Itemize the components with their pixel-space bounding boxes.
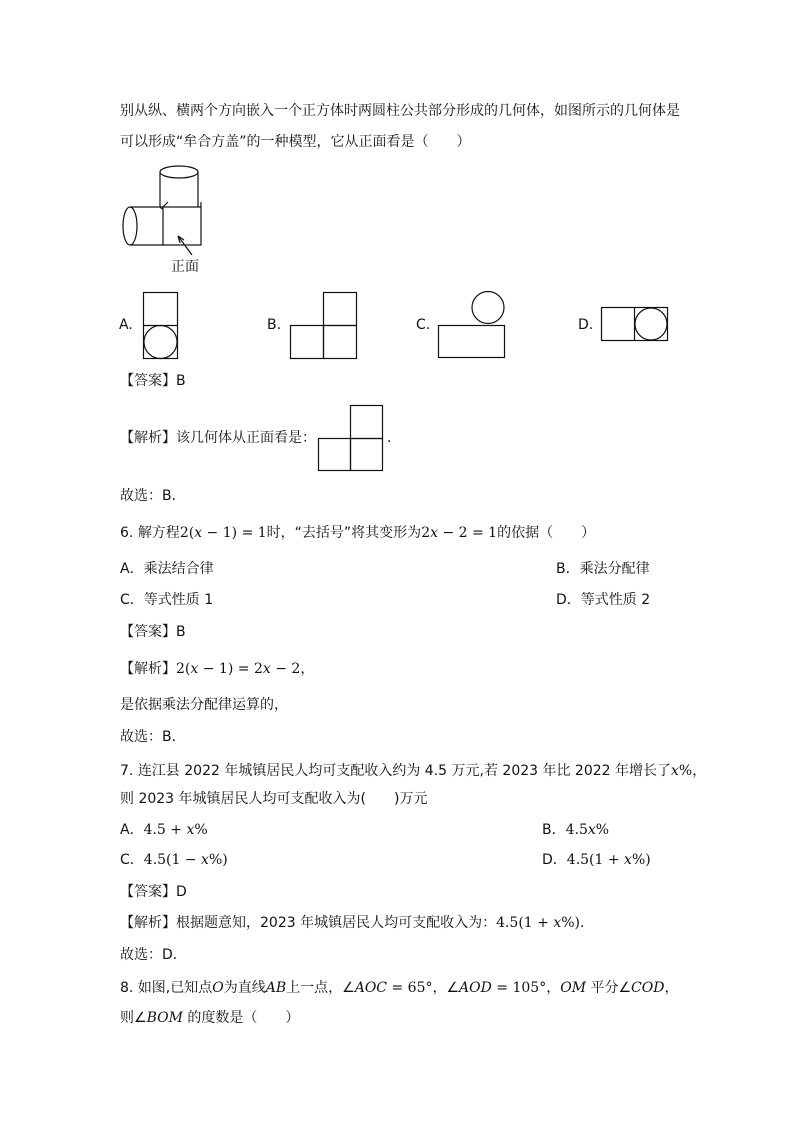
q6-analysis: 【解析】2(x − 1) = 2x − 2， [120,661,315,677]
q5-option-b-figure [290,292,358,360]
intro-line-2: 可以形成“牟合方盖”的一种模型，它从正面看是（ ） [120,134,471,150]
q7-analysis: 【解析】根据题意知，2023 年城镇居民人均可支配收入为：4.5(1 + x%)． [120,915,595,931]
q6-stem-b: 时，“去括号”将其变形为 [266,525,422,541]
q5-answer: 【答案】B [120,373,186,389]
q7-option-d: D．4.5(1 + x%) [542,852,651,868]
q8-stem-line-1: 8. 如图,已知点O为直线AB上一点，∠AOC = 65°，∠AOD = 105°，OM 平分∠COD， [120,980,679,996]
q7-stem-line-2: 则 2023 年城镇居民人均可支配收入为( )万元 [120,791,428,807]
q5-solid-figure [110,160,220,280]
q5-option-a-figure [143,292,179,360]
q6-equation-2: 2x − 2 = 1 [421,525,498,541]
q5-option-a-label: A. [119,317,133,333]
q6-answer: 【答案】B [120,624,186,640]
q5-option-d-label: D. [578,317,594,333]
q6-stem-a: 解方程 [137,525,180,541]
q5-option-c-figure [438,290,506,360]
figure-label-front: 正面 [171,259,199,275]
q7-conclusion: 故选：D． [120,947,187,963]
q5-analysis-period: . [387,430,392,446]
q7-option-c: C．4.5(1 − x%) [120,852,228,868]
q5-conclusion: 故选：B． [120,488,186,504]
q6-conclusion: 故选：B． [120,729,186,745]
q6-stem [120,523,595,543]
q6-stem-c: 的依据（ ） [497,525,596,541]
q5-analysis-text: 【解析】该几何体从正面看是： [120,430,316,446]
q7-option-a: A．4.5 + x% [120,822,208,838]
q6-equation-1: 2(x − 1) = 1 [179,525,267,541]
q6-option-c: C．等式性质 1 [120,592,214,608]
q7-stem-line-1: 7. 连江县 2022 年城镇居民人均可支配收入约为 4.5 万元,若 2023 年比 2022 年增长了x%， [120,763,707,779]
intro-line-1: 别从纵、横两个方向嵌入一个正方体时两圆柱公共部分形成的几何体，如图所示的几何体是 [120,103,680,119]
q5-option-b-label: B. [267,317,282,333]
q8-stem-line-2: 则∠BOM 的度数是（ ） [120,1010,300,1026]
q5-option-d-figure [601,307,669,343]
q6-option-b: B．乘法分配律 [556,561,650,577]
q6-analysis-line-2: 是依据乘法分配律运算的， [120,697,288,713]
q6-option-a: A．乘法结合律 [120,561,214,577]
q5-analysis-figure [318,405,386,473]
q6-option-d: D．等式性质 2 [556,592,651,608]
q7-answer: 【答案】D [120,884,187,900]
q5-option-c-label: C. [416,317,431,333]
q7-option-b: B．4.5x% [542,822,610,838]
q6-number: 6. [120,525,134,541]
